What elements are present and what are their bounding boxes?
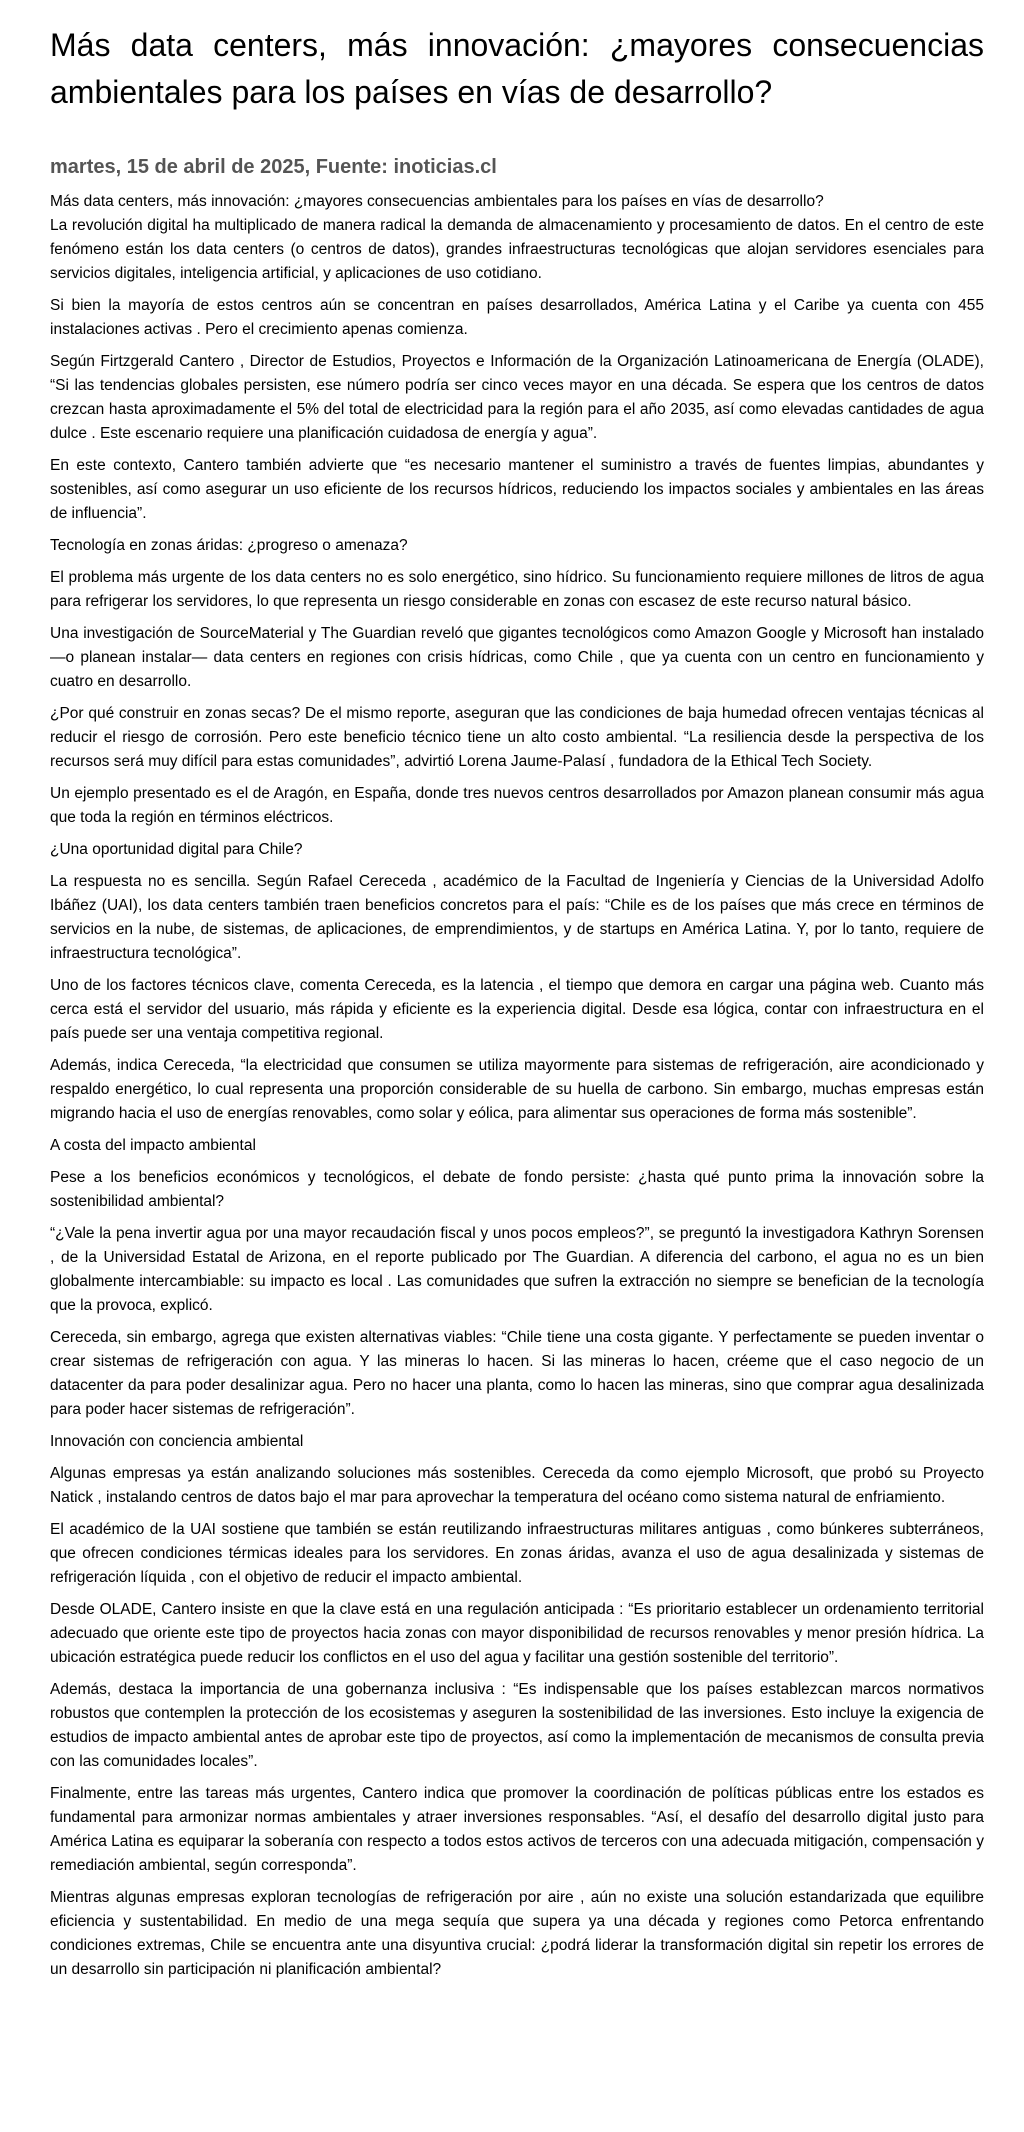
article-paragraph: El académico de la UAI sostiene que también se están reutilizando infraestructuras militares antiguas , como búnkeres subterráneos, que ofrecen condiciones térmicas ideales para los servidores. En zonas áridas, avanza el uso de agua desalinizada y sistemas de refrigeración líquida , con el objetivo de reducir el impacto ambiental. xyxy=(50,1521,984,1586)
article-paragraph: Finalmente, entre las tareas más urgentes, Cantero indica que promover la coordinación de políticas públicas entre los estados es fundamental para armonizar normas ambientales y atraer inversiones responsables. “Así, el desafío del desarrollo digital justo para América Latina es equiparar la soberanía con respecto a todos estos activos de terceros con una adecuada mitigación, compensación y remediación ambiental, según corresponda”. xyxy=(50,1785,984,1874)
article-headline: Más data centers, más innovación: ¿mayores consecuencias ambientales para los países en vías de desarrollo? xyxy=(50,27,984,110)
article-paragraph: El problema más urgente de los data centers no es solo energético, sino hídrico. Su funcionamiento requiere millones de litros de agua para refrigerar los servidores, lo que representa un riesgo considerable en zonas con escasez de este recurso natural básico. xyxy=(50,569,984,610)
article-paragraph: Algunas empresas ya están analizando soluciones más sostenibles. Cereceda da como ejemplo Microsoft, que probó su Proyecto Natick , instalando centros de datos bajo el mar para aprovechar la temperatura del océano como sistema natural de enfriamiento. xyxy=(50,1465,984,1506)
article-body xyxy=(50,190,984,1982)
article-paragraph: Según Firtzgerald Cantero , Director de Estudios, Proyectos e Información de la Organización Latinoamericana de Energía (OLADE), “Si las tendencias globales persisten, ese número podría ser cinco veces mayor en una década. Se espera que los centros de datos crezcan hasta aproximadamente el 5% del total de electricidad para la región para el año 2035, así como elevadas cantidades de agua dulce . Este escenario requiere una planificación cuidadosa de energía y agua”. xyxy=(50,353,984,442)
article-paragraph: Mientras algunas empresas exploran tecnologías de refrigeración por aire , aún no existe una solución estandarizada que equilibre eficiencia y sustentabilidad. En medio de una mega sequía que supera ya una década y regiones como Petorca enfrentando condiciones extremas, Chile se encuentra ante una disyuntiva crucial: ¿podrá liderar la transformación digital sin repetir los errores de un desarrollo sin participación ni planificación ambiental? xyxy=(50,1889,984,1978)
article-paragraph: Desde OLADE, Cantero insiste en que la clave está en una regulación anticipada : “Es prioritario establecer un ordenamiento territorial adecuado que oriente este tipo de proyectos hacia zonas con mayor disponibilidad de recursos renovables y menor presión hídrica. La ubicación estratégica puede reducir los conflictos en el uso del agua y facilitar una gestión sostenible del territorio”. xyxy=(50,1601,984,1666)
article-paragraph: Cereceda, sin embargo, agrega que existen alternativas viables: “Chile tiene una costa gigante. Y perfectamente se pueden inventar o crear sistemas de refrigeración con agua. Y las mineras lo hacen. Si las mineras lo hacen, créeme que el caso negocio de un datacenter da para poder desalinizar agua. Pero no hacer una planta, como lo hacen las mineras, sino que comprar agua desalinizada para poder hacer sistemas de refrigeración”. xyxy=(50,1329,984,1418)
article-paragraph: En este contexto, Cantero también advierte que “es necesario mantener el suministro a través de fuentes limpias, abundantes y sostenibles, así como asegurar un uso eficiente de los recursos hídricos, reduciendo los impactos sociales y ambientales en las áreas de influencia”. xyxy=(50,457,984,522)
article-lead-title: Más data centers, más innovación: ¿mayores consecuencias ambientales para los países en vías de desarrollo? xyxy=(50,193,824,210)
article-paragraph: ¿Por qué construir en zonas secas? De el mismo reporte, aseguran que las condiciones de baja humedad ofrecen ventajas técnicas al reducir el riesgo de corrosión. Pero este beneficio técnico tiene un alto costo ambiental. “La resiliencia desde la perspectiva de los recursos será muy difícil para estas comunidades”, advirtió Lorena Jaume-Palasí , fundadora de la Ethical Tech Society. xyxy=(50,705,984,770)
section-subheading: A costa del impacto ambiental xyxy=(50,1137,256,1154)
section-subheading: ¿Una oportunidad digital para Chile? xyxy=(50,841,303,858)
article-date-source: martes, 15 de abril de 2025, Fuente: inoticias.cl xyxy=(50,156,497,178)
article-paragraph: Un ejemplo presentado es el de Aragón, en España, donde tres nuevos centros desarrollados por Amazon planean consumir más agua que toda la región en términos eléctricos. xyxy=(50,785,984,826)
article-paragraph: La respuesta no es sencilla. Según Rafael Cereceda , académico de la Facultad de Ingeniería y Ciencias de la Universidad Adolfo Ibáñez (UAI), los data centers también traen beneficios concretos para el país: “Chile es de los países que más crece en términos de servicios en la nube, de sistemas, de aplicaciones, de emprendimientos, y de startups en América Latina. Y, por lo tanto, requiere de infraestructura tecnológica”. xyxy=(50,873,984,962)
article-paragraph: “¿Vale la pena invertir agua por una mayor recaudación fiscal y unos pocos empleos?”, se preguntó la investigadora Kathryn Sorensen , de la Universidad Estatal de Arizona, en el reporte publicado por The Guardian. A diferencia del carbono, el agua no es un bien globalmente intercambiable: su impacto es local . Las comunidades que sufren la extracción no siempre se benefician de la tecnología que la provoca, explicó. xyxy=(50,1225,984,1314)
article-paragraph: Además, destaca la importancia de una gobernanza inclusiva : “Es indispensable que los países establezcan marcos normativos robustos que contemplen la protección de los ecosistemas y aseguren la sostenibilidad de las inversiones. Esto incluye la exigencia de estudios de impacto ambiental antes de aprobar este tipo de proyectos, así como la implementación de mecanismos de consulta previa con las comunidades locales”. xyxy=(50,1681,984,1770)
article-paragraph: Una investigación de SourceMaterial y The Guardian reveló que gigantes tecnológicos como Amazon Google y Microsoft han instalado —o planean instalar— data centers en regiones con crisis hídricas, como Chile , que ya cuenta con un centro en funcionamiento y cuatro en desarrollo. xyxy=(50,625,984,690)
section-subheading: Innovación con conciencia ambiental xyxy=(50,1433,304,1450)
article-paragraph: La revolución digital ha multiplicado de manera radical la demanda de almacenamiento y procesamiento de datos. En el centro de este fenómeno están los data centers (o centros de datos), grandes infraestructuras tecnológicas que alojan servidores esenciales para servicios digitales, inteligencia artificial, y aplicaciones de uso cotidiano. xyxy=(50,217,984,282)
article-paragraph: Además, indica Cereceda, “la electricidad que consumen se utiliza mayormente para sistemas de refrigeración, aire acondicionado y respaldo energético, lo cual representa una proporción considerable de su huella de carbono. Sin embargo, muchas empresas están migrando hacia el uso de energías renovables, como solar y eólica, para alimentar sus operaciones de forma más sostenible”. xyxy=(50,1057,984,1122)
article-paragraph: Si bien la mayoría de estos centros aún se concentran en países desarrollados, América Latina y el Caribe ya cuenta con 455 instalaciones activas . Pero el crecimiento apenas comienza. xyxy=(50,297,984,338)
article-paragraph: Uno de los factores técnicos clave, comenta Cereceda, es la latencia , el tiempo que demora en cargar una página web. Cuanto más cerca está el servidor del usuario, más rápida y eficiente es la experiencia digital. Desde esa lógica, contar con infraestructura en el país puede ser una ventaja competitiva regional. xyxy=(50,977,984,1042)
article-paragraph: Pese a los beneficios económicos y tecnológicos, el debate de fondo persiste: ¿hasta qué punto prima la innovación sobre la sostenibilidad ambiental? xyxy=(50,1169,984,1210)
section-subheading: Tecnología en zonas áridas: ¿progreso o amenaza? xyxy=(50,537,408,554)
